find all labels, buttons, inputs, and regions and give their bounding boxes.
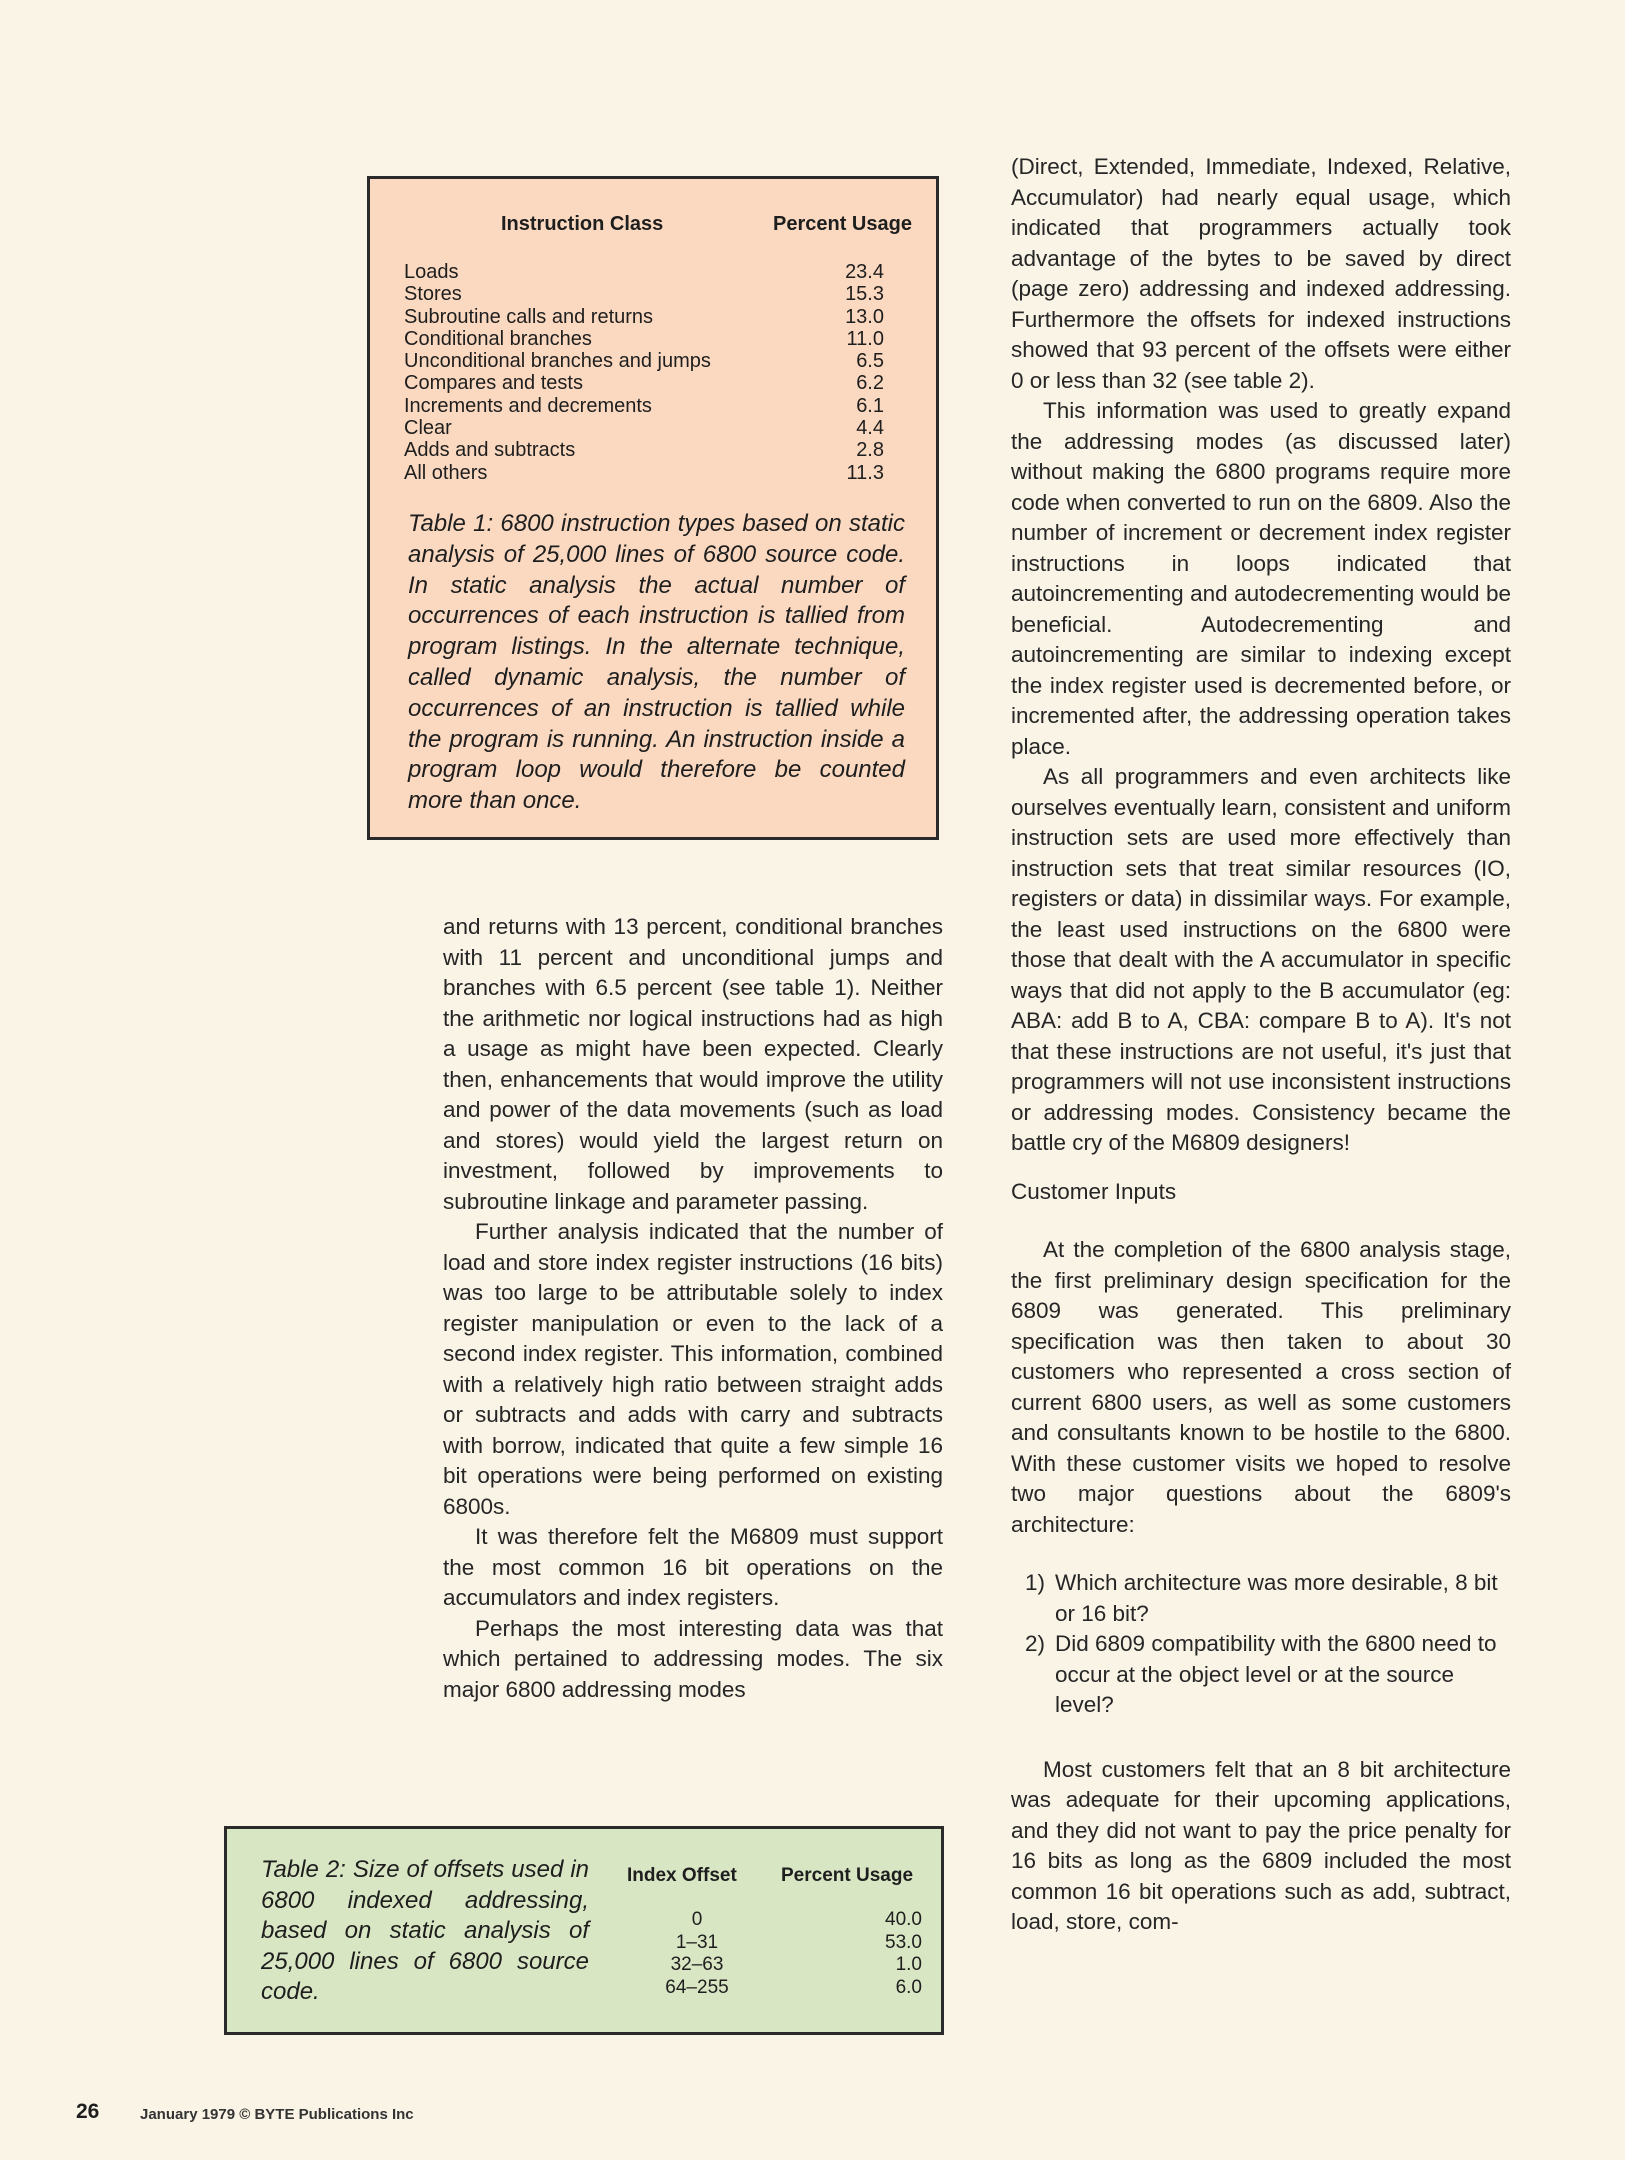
row-class: Unconditional branches and jumps [404, 350, 711, 373]
row-value: 11.0 [846, 327, 884, 350]
page-number: 26 [76, 2100, 100, 2123]
paragraph: (Direct, Extended, Immediate, Indexed, Relative, Accumulator) had nearly equal usage, which indicated that programmers actually took advantage of the bytes to be saved by direct (page zero) addressing and indexed addressing. Furthermore the offsets for indexed instructions showed that 93 percent of the offsets were either 0 or less than 32 (see table 2). [1011, 154, 1511, 393]
usage-cell: 53.0 [885, 1931, 922, 1953]
row-value: 6.1 [856, 394, 884, 417]
table-row [404, 283, 884, 305]
list-text: Which architecture was more desirable, 8 bit or 16 bit? [1055, 1570, 1498, 1626]
row-class: Clear [404, 417, 452, 440]
row-class: Stores [404, 283, 462, 306]
usage-cell: 6.0 [895, 1976, 922, 1998]
row-class: Subroutine calls and returns [404, 305, 654, 328]
table-1 [367, 176, 939, 840]
offset-cell: 1–31 [675, 1931, 719, 1953]
row-value: 4.4 [856, 417, 884, 440]
right-column [1011, 152, 1511, 1938]
list-number: 2) [1024, 1631, 1045, 1656]
table-row [404, 350, 884, 372]
paragraph: As all programmers and even architects like ourselves eventually learn, consistent and uniform instruction sets are used more effectively than instruction sets that treat similar resources (IO, registers or data) in dissimilar ways. For example, the least used instructions on the 6800 were those that dealt with the A accumulator in specific ways that did not apply to the B accumulator (eg: ABA: add B to A, CBA: compare B to A). It's not that these instructions are not useful, it's just that programmers will not use inconsistent instructions or addressing modes. Consistency became the battle cry of the M6809 designers! [1011, 764, 1511, 1155]
paragraph: This information was used to greatly expand the addressing modes (as discussed later) without making the 6800 programs require more code when converted to run on the 6809. Also the number of increment or decrement index register instructions in loops indicated that autoincrementing and autodecrementing would be beneficial. Autodecrementing and autoincrementing are similar to indexing except the index register used is decremented before, or incremented after, the addressing operation takes place. [1011, 398, 1511, 759]
row-class: Loads [404, 261, 459, 283]
table-row [404, 417, 884, 439]
paragraph: Most customers felt that an 8 bit architecture was adequate for their upcoming applications, and they did not want to pay the price penalty for 16 bits as long as the 6809 included the most common 16 bit operations such as add, subtract, load, store, com- [1011, 1756, 1511, 1934]
list-item [1011, 1568, 1511, 1629]
table-row [404, 328, 884, 350]
table1-rows [404, 261, 884, 484]
row-value: 6.5 [856, 350, 884, 373]
table2-header-offset: Index Offset [627, 1865, 737, 1886]
row-class: Adds and subtracts [404, 439, 576, 462]
table1-header-class: Instruction Class [501, 213, 664, 235]
table2-caption: Table 2: Size of offsets used in 6800 indexed addressing, based on static analysis of 25,000 lines of 6800 source code. [261, 1856, 589, 2005]
offset-cell: 32–63 [670, 1954, 724, 1975]
footer-credit: January 1979 © BYTE Publications Inc [140, 2106, 414, 2123]
list-item [1011, 1629, 1511, 1721]
table1-header-usage: Percent Usage [773, 213, 912, 235]
row-value: 2.8 [856, 439, 884, 462]
usage-cell: 1.0 [895, 1954, 922, 1975]
row-class: Increments and decrements [404, 394, 652, 417]
table-2 [224, 1826, 944, 2035]
row-class: Compares and tests [404, 372, 583, 395]
table-row [404, 372, 884, 394]
middle-column [443, 912, 943, 1705]
row-value: 6.2 [856, 372, 884, 395]
table-row [404, 306, 884, 328]
row-class: Conditional branches [404, 327, 592, 350]
paragraph: and returns with 13 percent, conditional branches with 11 percent and unconditional jumps and branches with 6.5 percent (see table 1). Neither the arithmetic nor logical instructions had as high a usage as might have been expected. Clearly then, enhancements that would improve the utility and power of the data movements (such as load and stores) would yield the largest return on investment, followed by improvements to subroutine linkage and parameter passing. [443, 914, 943, 1214]
paragraph: At the completion of the 6800 analysis stage, the first preliminary design specification for the 6809 was generated. This preliminary specification was then taken to about 30 customers who represented a cross section of current 6800 users, as well as some customers and consultants known to be hostile to the 6800. With these customer visits we hoped to resolve two major questions about the 6809's architecture: [1011, 1237, 1511, 1537]
offset-cell: 64–255 [665, 1976, 729, 1998]
row-class: All others [404, 461, 488, 484]
usage-cell: 40.0 [885, 1909, 922, 1930]
paragraph: Perhaps the most interesting data was that which pertained to addressing modes. The six major 6800 addressing modes [443, 1615, 943, 1702]
table-row [404, 439, 884, 461]
row-value: 23.4 [845, 261, 884, 283]
row-value: 11.3 [846, 461, 884, 484]
table2-usage-col [812, 1909, 922, 1999]
list-text: Did 6809 compatibility with the 6800 need to occur at the object level or at the source level? [1055, 1631, 1497, 1717]
row-value: 15.3 [845, 283, 884, 306]
table2-header-usage: Percent Usage [781, 1865, 914, 1886]
offset-cell: 0 [691, 1909, 703, 1930]
paragraph: It was therefore felt the M6809 must support the most common 16 bit operations on the accumulators and index registers. [443, 1524, 943, 1610]
table-row [404, 261, 884, 283]
table-row [404, 462, 884, 484]
row-value: 13.0 [845, 305, 884, 328]
table2-offset-col [627, 1909, 767, 1999]
paragraph: Further analysis indicated that the number of load and store index register instructions (16 bits) was too large to be attributable solely to index register manipulation or even to the lack of a second index register. This information, combined with a relatively high ratio between straight adds or subtracts and adds with carry and subtracts with borrow, indicated that quite a few simple 16 bit operations were being performed on existing 6800s. [443, 1219, 943, 1519]
table1-caption: Table 1: 6800 instruction types based on static analysis of 25,000 lines of 6800 source code. In static analysis the actual number of occurrences of each instruction is tallied from program listings. In the alternate technique, called dynamic analysis, the number of occurrences of an instruction is tallied while the program is running. An instruction inside a program loop would therefore be counted more than once. [408, 510, 905, 815]
section-heading: Customer Inputs [1011, 1178, 1177, 1204]
list-number: 1) [1024, 1570, 1045, 1595]
table-row [404, 395, 884, 417]
